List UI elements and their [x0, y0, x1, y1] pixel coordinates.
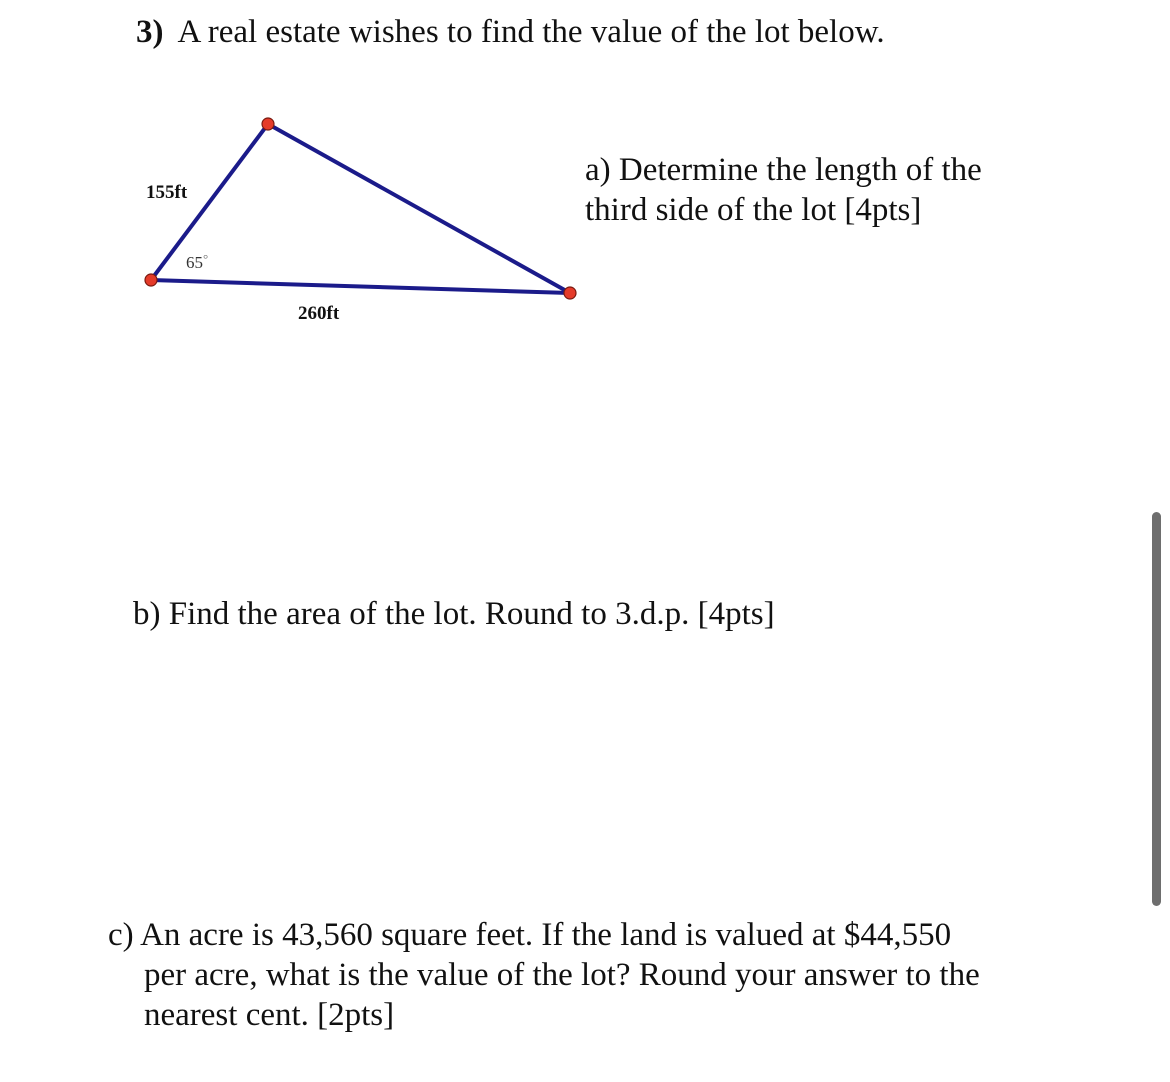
angle-value: 65 — [186, 253, 203, 272]
triangle-figure — [0, 0, 620, 340]
question-number: 3) — [136, 14, 164, 50]
side-left-label: 155ft — [146, 182, 188, 203]
vertex-top — [262, 118, 274, 130]
question-text: A real estate wishes to find the value of the lot below. — [177, 14, 885, 50]
part-b-text: b) Find the area of the lot. Round to 3.d.p. [4pts] — [133, 596, 775, 632]
degree-symbol: ° — [203, 251, 209, 266]
side-bottom-label: 260ft — [298, 303, 340, 324]
scrollbar[interactable] — [1152, 512, 1161, 906]
vertex-bottom-right — [564, 287, 576, 299]
angle-label — [186, 251, 208, 272]
vertex-bottom-left — [145, 274, 157, 286]
part-c-line1: c) An acre is 43,560 square feet. If the land is valued at $44,550 — [108, 917, 952, 953]
part-c-rest: per acre, what is the value of the lot? Round your answer to the nearest cent. [2pts] — [144, 957, 980, 1033]
part-c — [108, 915, 1068, 1035]
part-a-text: a) Determine the length of the third side of the lot [4pts] — [585, 152, 982, 228]
side-bottom — [151, 280, 570, 293]
side-top — [268, 124, 570, 293]
